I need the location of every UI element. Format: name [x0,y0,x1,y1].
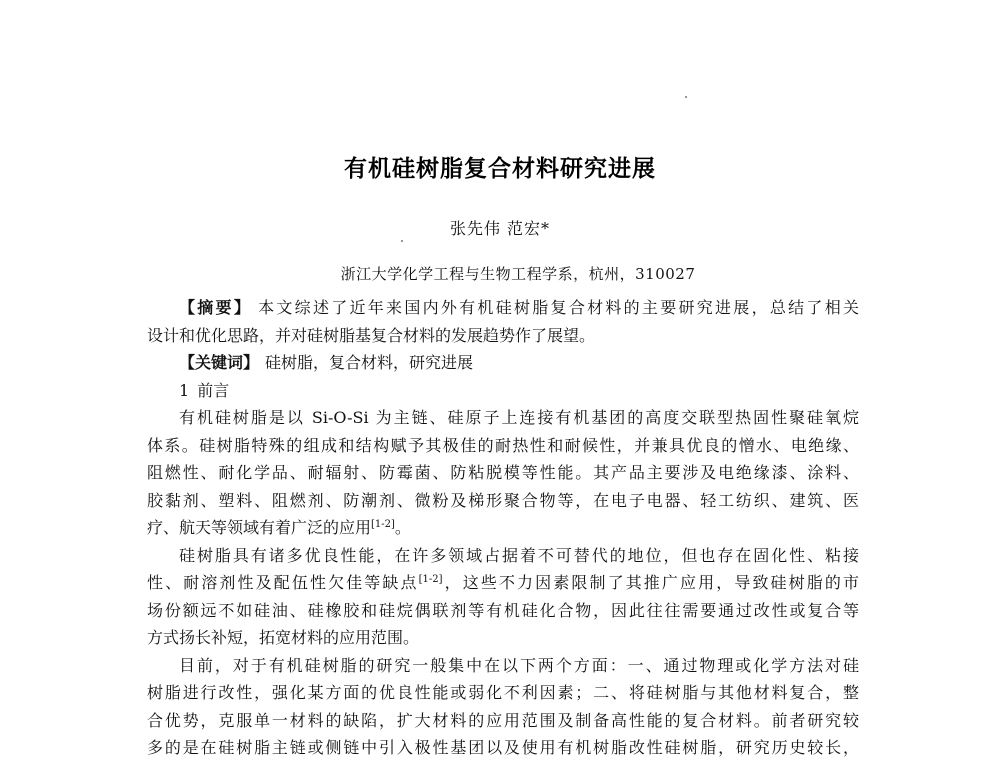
text-line: 阻燃性、耐化学品、耐辐射、防霉菌、防粘脱模等性能。其产品主要涉及电绝缘漆、涂料、 [147,463,859,482]
paper-body [147,294,859,762]
text-line: 方式扬长补短，拓宽材料的应用范围。 [147,628,420,647]
text-fragment: ，这些不力因素限制了其推广应用，导致硅树脂的市 [442,573,859,592]
section-title: 前言 [197,380,230,400]
text-line: 胶黏剂、塑料、阻燃剂、防潮剂、微粉及梯形聚合物等，在电子电器、轻工纺织、建筑、医 [147,490,859,510]
abstract-line: 设计和优化思路，并对硅树脂基复合材料的发展趋势作了展望。 [147,325,596,345]
citation: [1-2] [418,574,443,585]
text-line: 体系。硅树脂特殊的组成和结构赋予其极佳的耐热性和耐候性，并兼具优良的憎水、电绝缘、 [147,435,859,455]
text-line: 多的是在硅树脂主链或侧链中引入极性基团以及使用有机树脂改性硅树脂，研究历史较长， [147,738,859,757]
text-line: 有机硅树脂是以 Si-O-Si 为主链、硅原子上连接有机基团的高度交联型热固性聚硅氧烷 [179,408,859,427]
body-paragraph-1 [147,404,859,542]
abstract-line [179,294,859,322]
paper-title: 有机硅树脂复合材料研究进展 [344,156,656,182]
scan-speck [401,240,403,242]
text-line [147,514,859,542]
keywords-paragraph [147,349,859,377]
body-paragraph-3 [147,652,859,762]
scan-speck [685,96,687,98]
paper-authors: 张先伟 范宏* [449,219,551,238]
abstract-text: 本文综述了近年来国内外有机硅树脂复合材料的主要研究进展，总结了相关 [258,298,859,317]
text-fragment: 疗、航天等领域有着广泛的应用 [147,518,372,537]
text-line: 合优势，克服单一材料的缺陷，扩大材料的应用范围及制备高性能的复合材料。前者研究较 [147,710,859,730]
text-line: 目前，对于有机硅树脂的研究一般集中在以下两个方面：一、通过物理或化学方法对硅 [179,655,859,675]
text-line: 场份额远不如硅油、硅橡胶和硅烷偶联剂等有机硅化合物，因此往往需要通过改性或复合等 [147,600,859,620]
abstract-label: 【摘要】 [179,298,253,317]
text-fragment: 性、耐溶剂性及配伍性欠佳等缺点 [147,573,419,592]
body-paragraph-2 [147,542,859,652]
text-line [147,569,859,597]
section-heading [147,377,859,405]
abstract-paragraph-cont [147,322,859,350]
abstract-paragraph [147,294,859,322]
section-number: 1 [179,380,190,400]
citation: [1-2] [371,519,395,530]
keywords-label: 【关键词】 [179,353,260,372]
text-fragment: 。 [394,518,411,537]
text-line: 硅树脂具有诸多优良性能，在许多领域占据着不可替代的地位，但也存在固化性、粘接 [179,545,859,565]
paper-affiliation: 浙江大学化学工程与生物工程学系，杭州，310027 [340,265,696,283]
keywords-text: 硅树脂，复合材料，研究进展 [265,353,474,372]
text-line: 树脂进行改性，强化某方面的优良性能或弱化不利因素；二、将硅树脂与其他材料复合，整 [147,683,859,702]
